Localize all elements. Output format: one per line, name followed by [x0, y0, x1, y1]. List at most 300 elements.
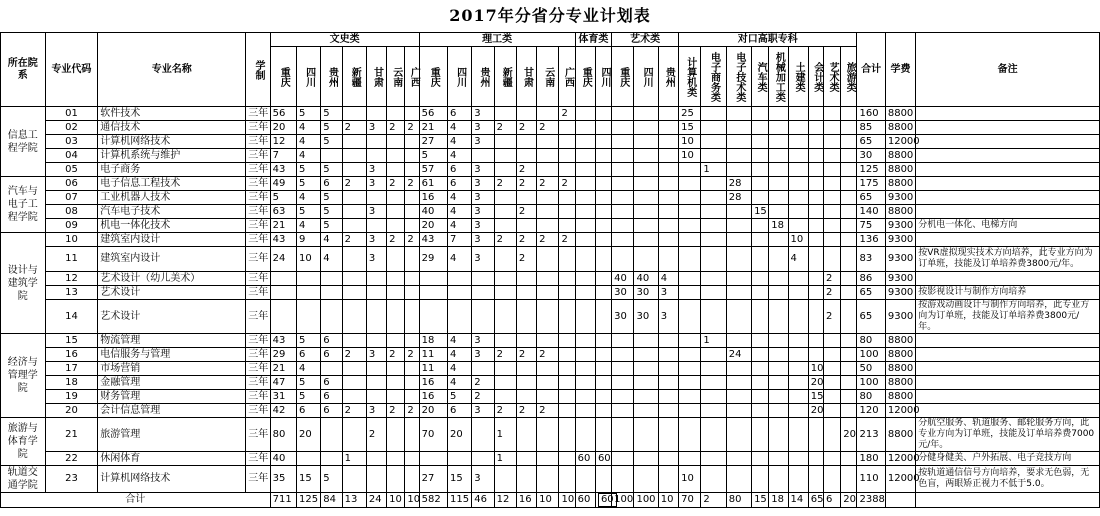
quota-cell [841, 233, 857, 247]
quota-cell [634, 466, 658, 493]
quota-cell [405, 466, 419, 493]
quota-cell [516, 286, 536, 300]
subheader-ligong-3: 新疆 [494, 47, 516, 107]
quota-cell [405, 272, 419, 286]
quota-cell [595, 286, 611, 300]
quota-cell [808, 418, 823, 452]
quota-cell: 4 [447, 376, 471, 390]
quota-cell [366, 219, 386, 233]
quota-cell: 15 [679, 121, 701, 135]
quota-cell [658, 418, 678, 452]
quota-cell: 2 [537, 404, 559, 418]
subheader-yishu-2: 贵州 [658, 47, 678, 107]
quota-cell: 9300 [885, 191, 915, 205]
quota-cell: 2 [537, 348, 559, 362]
quota-cell: 3 [472, 233, 494, 247]
quota-cell [342, 376, 366, 390]
quota-cell [366, 390, 386, 404]
table-row [1, 219, 1100, 233]
quota-cell: 15 [447, 466, 471, 493]
subheader-duikou-8: 旅游类 [841, 47, 857, 107]
major-name-cell: 机电一体化技术 [98, 219, 246, 233]
quota-cell [701, 390, 726, 404]
quota-cell: 3 [472, 191, 494, 205]
quota-cell [679, 334, 701, 348]
quota-cell [595, 418, 611, 452]
quota-cell [752, 107, 769, 121]
quota-cell [575, 135, 595, 149]
quota-cell [595, 205, 611, 219]
quota-cell [726, 135, 751, 149]
quota-cell: 2 [366, 418, 386, 452]
quota-cell: 40 [634, 272, 658, 286]
total-cell: 125 [296, 493, 320, 508]
quota-cell [701, 286, 726, 300]
quota-cell [808, 286, 823, 300]
quota-cell [752, 376, 769, 390]
quota-cell: 5 [321, 205, 342, 219]
quota-cell: 3 [366, 404, 386, 418]
major-name-cell: 计算机网络技术 [98, 466, 246, 493]
quota-cell [612, 107, 634, 121]
quota-cell: 5 [321, 107, 342, 121]
quota-cell [612, 191, 634, 205]
quota-cell [808, 191, 823, 205]
quota-cell [321, 149, 342, 163]
quota-cell [537, 163, 559, 177]
quota-cell: 2 [342, 404, 366, 418]
table-row [1, 418, 1100, 452]
quota-cell [769, 348, 788, 362]
quota-cell [516, 466, 536, 493]
quota-cell: 3 [472, 107, 494, 121]
quota-cell [387, 376, 405, 390]
quota-cell: 20 [841, 418, 857, 452]
subheader-wenshi-4: 甘肃 [366, 47, 386, 107]
total-empty-cell [885, 493, 915, 508]
duration-cell: 三年 [246, 348, 270, 362]
quota-cell [575, 233, 595, 247]
quota-cell: 80 [270, 418, 296, 452]
quota-cell [387, 466, 405, 493]
quota-cell [701, 452, 726, 466]
quota-cell [575, 466, 595, 493]
quota-cell [769, 272, 788, 286]
quota-cell [405, 205, 419, 219]
quota-cell [366, 286, 386, 300]
quota-cell: 18 [419, 334, 447, 348]
duration-cell: 三年 [246, 466, 270, 493]
quota-cell [575, 219, 595, 233]
quota-cell: 2 [472, 376, 494, 390]
quota-cell [701, 135, 726, 149]
quota-cell [405, 452, 419, 466]
quota-cell [537, 376, 559, 390]
quota-cell [808, 300, 823, 334]
quota-cell [726, 107, 751, 121]
quota-cell: 4 [296, 191, 320, 205]
major-name-cell: 艺术设计（幼儿美术） [98, 272, 246, 286]
quota-cell [841, 121, 857, 135]
quota-cell [634, 107, 658, 121]
quota-cell [494, 247, 516, 272]
quota-cell: 2 [559, 233, 575, 247]
quota-cell: 8800 [885, 334, 915, 348]
duration-cell: 三年 [246, 334, 270, 348]
quota-cell: 2 [537, 121, 559, 135]
quota-cell [342, 286, 366, 300]
total-cell: 70 [679, 493, 701, 508]
quota-cell [612, 390, 634, 404]
remark-cell [916, 205, 1100, 219]
major-name-cell: 电子信息工程技术 [98, 177, 246, 191]
quota-cell [824, 466, 841, 493]
quota-cell: 12000 [885, 404, 915, 418]
major-name-cell: 财务管理 [98, 390, 246, 404]
code-cell: 15 [45, 334, 98, 348]
quota-cell [405, 135, 419, 149]
quota-cell: 9300 [885, 272, 915, 286]
table-row [1, 390, 1100, 404]
quota-cell: 4 [321, 247, 342, 272]
quota-cell: 10 [679, 466, 701, 493]
quota-cell: 9300 [885, 286, 915, 300]
quota-cell [387, 390, 405, 404]
quota-cell: 24 [270, 247, 296, 272]
quota-cell [841, 300, 857, 334]
quota-cell: 5 [321, 219, 342, 233]
quota-cell [559, 334, 575, 348]
quota-cell: 3 [472, 334, 494, 348]
code-cell: 14 [45, 300, 98, 334]
quota-cell [296, 272, 320, 286]
subheader-wenshi-1: 四川 [296, 47, 320, 107]
quota-cell: 1 [494, 452, 516, 466]
quota-cell [752, 390, 769, 404]
quota-cell [575, 334, 595, 348]
major-name-cell: 物流管理 [98, 334, 246, 348]
quota-cell [788, 149, 808, 163]
total-cell: 100 [634, 493, 658, 508]
quota-cell [634, 418, 658, 452]
quota-cell [679, 348, 701, 362]
total-cell: 100 [612, 493, 634, 508]
quota-cell: 2 [494, 348, 516, 362]
quota-cell [516, 300, 536, 334]
quota-cell [752, 362, 769, 376]
total-cell: 115 [447, 493, 471, 508]
quota-cell [612, 362, 634, 376]
quota-cell [595, 362, 611, 376]
quota-cell [405, 286, 419, 300]
quota-cell [342, 300, 366, 334]
total-cell: 14 [788, 493, 808, 508]
college-cell: 旅游与体育学院 [1, 418, 46, 466]
quota-cell [405, 418, 419, 452]
total-row [1, 493, 1100, 508]
quota-cell [559, 348, 575, 362]
quota-cell [841, 272, 857, 286]
quota-cell [808, 348, 823, 362]
quota-cell: 4 [658, 272, 678, 286]
quota-cell: 3 [366, 233, 386, 247]
total-cell: 10 [387, 493, 405, 508]
subheader-wenshi-0: 重庆 [270, 47, 296, 107]
quota-cell [679, 272, 701, 286]
remark-cell: 分健身健美、户外拓展、电子竞技方向 [916, 452, 1100, 466]
duration-cell: 三年 [246, 272, 270, 286]
quota-cell: 10 [808, 362, 823, 376]
quota-cell: 2 [559, 107, 575, 121]
remark-cell [916, 376, 1100, 390]
quota-cell [559, 404, 575, 418]
total-cell: 10 [559, 493, 575, 508]
code-cell: 11 [45, 247, 98, 272]
quota-cell: 9300 [885, 247, 915, 272]
code-cell: 05 [45, 163, 98, 177]
quota-cell: 6 [321, 177, 342, 191]
quota-cell: 4 [296, 121, 320, 135]
code-cell: 06 [45, 177, 98, 191]
subheader-ligong-0: 重庆 [419, 47, 447, 107]
quota-cell: 2 [516, 233, 536, 247]
table-row [1, 362, 1100, 376]
quota-cell [769, 418, 788, 452]
code-cell: 01 [45, 107, 98, 121]
total-cell: 46 [472, 493, 494, 508]
quota-cell [726, 233, 751, 247]
quota-cell [769, 404, 788, 418]
quota-cell [296, 286, 320, 300]
quota-cell [575, 362, 595, 376]
quota-cell: 20 [419, 219, 447, 233]
quota-cell: 20 [808, 404, 823, 418]
quota-cell: 8800 [885, 177, 915, 191]
quota-cell [366, 149, 386, 163]
college-cell: 汽车与电子工程学院 [1, 177, 46, 233]
quota-cell [824, 121, 841, 135]
quota-cell: 2 [387, 121, 405, 135]
quota-cell [472, 452, 494, 466]
quota-cell [701, 376, 726, 390]
quota-cell [788, 163, 808, 177]
quota-cell: 30 [857, 149, 885, 163]
college-cell: 经济与管理学院 [1, 334, 46, 418]
code-cell: 20 [45, 404, 98, 418]
quota-cell [769, 107, 788, 121]
quota-cell [270, 300, 296, 334]
quota-cell: 24 [726, 348, 751, 362]
quota-cell [494, 300, 516, 334]
quota-cell: 80 [857, 390, 885, 404]
quota-cell: 65 [857, 191, 885, 205]
quota-cell [405, 390, 419, 404]
code-cell: 23 [45, 466, 98, 493]
quota-cell [788, 219, 808, 233]
quota-cell [405, 376, 419, 390]
quota-cell [634, 177, 658, 191]
table-row [1, 247, 1100, 272]
quota-cell [824, 404, 841, 418]
quota-cell [342, 135, 366, 149]
quota-cell [559, 362, 575, 376]
code-cell: 10 [45, 233, 98, 247]
quota-cell [537, 452, 559, 466]
quota-cell [387, 334, 405, 348]
quota-cell [387, 163, 405, 177]
quota-cell [494, 107, 516, 121]
subheader-wenshi-6: 广西 [405, 47, 419, 107]
quota-cell [559, 286, 575, 300]
quota-cell [559, 135, 575, 149]
quota-cell [575, 348, 595, 362]
quota-cell: 3 [472, 348, 494, 362]
quota-cell: 60 [575, 452, 595, 466]
quota-cell [726, 334, 751, 348]
quota-cell: 4 [447, 219, 471, 233]
quota-cell [612, 348, 634, 362]
quota-cell [752, 177, 769, 191]
quota-cell [701, 107, 726, 121]
remark-cell: 按VR虚拟现实技术方向培养，此专业方向为订单班，技能及订单培养费3800元/年。 [916, 247, 1100, 272]
quota-cell: 2 [516, 177, 536, 191]
quota-cell [537, 418, 559, 452]
table-row [1, 135, 1100, 149]
quota-cell [537, 362, 559, 376]
quota-cell [701, 247, 726, 272]
major-name-cell: 金融管理 [98, 376, 246, 390]
quota-cell [808, 135, 823, 149]
quota-cell [726, 376, 751, 390]
quota-cell [679, 177, 701, 191]
quota-cell [679, 219, 701, 233]
quota-cell [679, 418, 701, 452]
quota-cell [405, 300, 419, 334]
table-row [1, 233, 1100, 247]
quota-cell [387, 452, 405, 466]
quota-cell [841, 219, 857, 233]
quota-cell [769, 177, 788, 191]
quota-cell [658, 466, 678, 493]
quota-cell [342, 362, 366, 376]
quota-cell [595, 272, 611, 286]
quota-cell [366, 272, 386, 286]
quota-cell: 2 [537, 233, 559, 247]
quota-cell [612, 135, 634, 149]
quota-cell [342, 272, 366, 286]
major-name-cell: 工业机器人技术 [98, 191, 246, 205]
subheader-tiyu-0: 重庆 [575, 47, 595, 107]
quota-cell [575, 247, 595, 272]
quota-cell: 65 [857, 286, 885, 300]
duration-cell: 三年 [246, 149, 270, 163]
quota-cell [679, 376, 701, 390]
quota-cell [537, 300, 559, 334]
major-name-cell: 计算机网络技术 [98, 135, 246, 149]
quota-cell [679, 390, 701, 404]
quota-cell [494, 286, 516, 300]
quota-cell [447, 300, 471, 334]
quota-cell: 3 [658, 300, 678, 334]
quota-cell [658, 107, 678, 121]
quota-cell: 20 [419, 404, 447, 418]
quota-cell [447, 272, 471, 286]
quota-cell [612, 334, 634, 348]
quota-cell [321, 362, 342, 376]
remark-cell: 按轨道通信信号方向培养，要求无色弱，无色盲，两眼矫正视力不低于5.0。 [916, 466, 1100, 493]
quota-cell [537, 149, 559, 163]
major-name-cell: 计算机系统与维护 [98, 149, 246, 163]
quota-cell [559, 191, 575, 205]
quota-cell: 8800 [885, 376, 915, 390]
quota-cell: 5 [296, 107, 320, 121]
quota-cell: 12 [270, 135, 296, 149]
quota-cell [575, 286, 595, 300]
quota-cell: 1 [342, 452, 366, 466]
quota-cell [808, 334, 823, 348]
quota-cell [634, 163, 658, 177]
quota-cell: 4 [296, 135, 320, 149]
total-cell: 18 [769, 493, 788, 508]
quota-cell [679, 233, 701, 247]
quota-cell [752, 233, 769, 247]
major-name-cell: 建筑室内设计 [98, 247, 246, 272]
subheader-ligong-4: 甘肃 [516, 47, 536, 107]
quota-cell [752, 466, 769, 493]
quota-cell [494, 219, 516, 233]
quota-cell [788, 121, 808, 135]
quota-cell [405, 107, 419, 121]
quota-cell [575, 191, 595, 205]
quota-cell [788, 135, 808, 149]
quota-cell [612, 163, 634, 177]
quota-cell [752, 135, 769, 149]
quota-cell [559, 149, 575, 163]
quota-cell [270, 272, 296, 286]
plan-table [0, 32, 1100, 508]
quota-cell [679, 163, 701, 177]
quota-cell [575, 300, 595, 334]
quota-cell [841, 286, 857, 300]
quota-cell [559, 219, 575, 233]
quota-cell [321, 452, 342, 466]
quota-cell [405, 334, 419, 348]
group-ligong: 理工类 [419, 33, 575, 47]
quota-cell [752, 452, 769, 466]
table-row [1, 205, 1100, 219]
total-cell: 80 [726, 493, 751, 508]
quota-cell: 2 [387, 348, 405, 362]
quota-cell [296, 452, 320, 466]
quota-cell: 8800 [885, 362, 915, 376]
quota-cell [752, 149, 769, 163]
quota-cell [788, 205, 808, 219]
quota-cell: 42 [270, 404, 296, 418]
quota-cell [559, 376, 575, 390]
remark-cell [916, 348, 1100, 362]
quota-cell [841, 135, 857, 149]
table-row [1, 107, 1100, 121]
quota-cell [726, 466, 751, 493]
total-cell: 15 [752, 493, 769, 508]
group-yishu: 艺术类 [612, 33, 679, 47]
quota-cell [634, 205, 658, 219]
quota-cell: 4 [447, 149, 471, 163]
quota-cell [559, 390, 575, 404]
quota-cell: 57 [419, 163, 447, 177]
table-row [1, 121, 1100, 135]
quota-cell [841, 163, 857, 177]
